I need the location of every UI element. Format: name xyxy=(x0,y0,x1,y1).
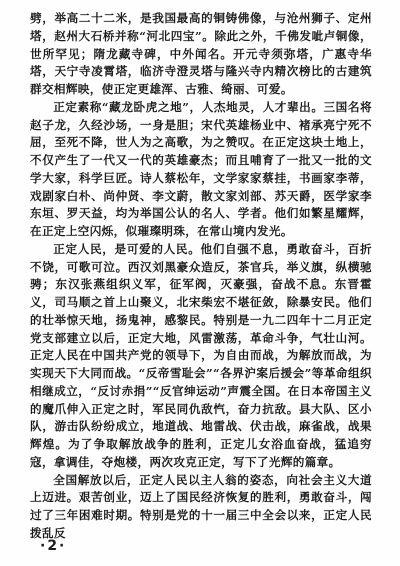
paragraph-3: 正定人民，是可爱的人民。他们自强不息，勇敢奋斗，百折不饶，可歌可泣。西汉刘黑豪众造反，茶官兵，举义旗，纵横驰骋；东汉张燕组织义军，征军阀，灭豪强，奋战不息。东晋霍义，司马顺之首上山聚义，北宋柴宏不堪征敛，除暴安民。他们的壮举惊天地，扬鬼神，感黎民。特别是一九二四年十二月正定党支部建立以后，正定大地，风雷激荡，革命斗争，气壮山河。正定人民在中国共产党的领导下，为自由而战，为解放而战，为实现天下大同而战。“反帝雪耻会”“各界沪案后援会”等革命组织相继成立，“反讨赤捐”“反官绅运动”声震全国。在日本帝国主义的魔爪伸入正定之时，军民同仇敌忾，奋力抗敌。县大队、区小队，游击队纷纷成立，地道战、地雷战、伏击战，麻雀战，战果辉煌。为了争取解放战争的胜利，正定儿女浴血奋战，猛追穷寇，拿调佳，夺炮楼，两次攻克正定，写下了光辉的篇章。 xyxy=(30,241,372,469)
page-number: ·2· xyxy=(40,538,67,554)
paragraph-4: 全国解放以后，正定人民以主人翁的姿态，向社会主义大道上迈进。艰苦创业，迈上了国民经济恢复的胜利，勇敢奋斗，闯过了三年困难时期。特别是党的十一届三中全会以来，正定人民拨乱反 xyxy=(30,472,372,540)
paragraph-2: 正定素称“藏龙卧虎之地”，人杰地灵，人才辈出。三国名将赵子龙，久经沙场，一身是胆；宋代英雄杨业中、褚承亮宁死不屈，至死不降，世人为之高歌，为之赞叹。在正定这块土地上，不仅产生了一代又一代的英雄豪杰；而且哺育了一批又一批的文学大家，科学巨匠。诗人蔡松年，文学家家蔡挂，书画家李蒂，戏剧家白朴、尚仲贤、李文蔚，散文家刘部、苏天爵，医学家李东垣、罗天益，均为举国公认的名人、学者。他们如繁星耀辉，在正定上空闪烁，似璀璨明珠，在常山境内发光。 xyxy=(30,99,372,238)
paragraph-1: 劈，举高二十二米，是我国最高的铜铸佛像，与沧州狮子、定州塔，赵州大石桥并称“河北四宝”。除此之外，千佛发呲卢铜像，世所罕见；隋龙藏寺碑，中外闻名。开元寺须弥塔，广惠寺华塔，天宁寺凌霄塔，临济寺澄灵塔与隆兴寺内精次榜比的古建筑群交相辉映，使正定更雄浑、古雅、绮丽、可爱。 xyxy=(30,11,372,96)
